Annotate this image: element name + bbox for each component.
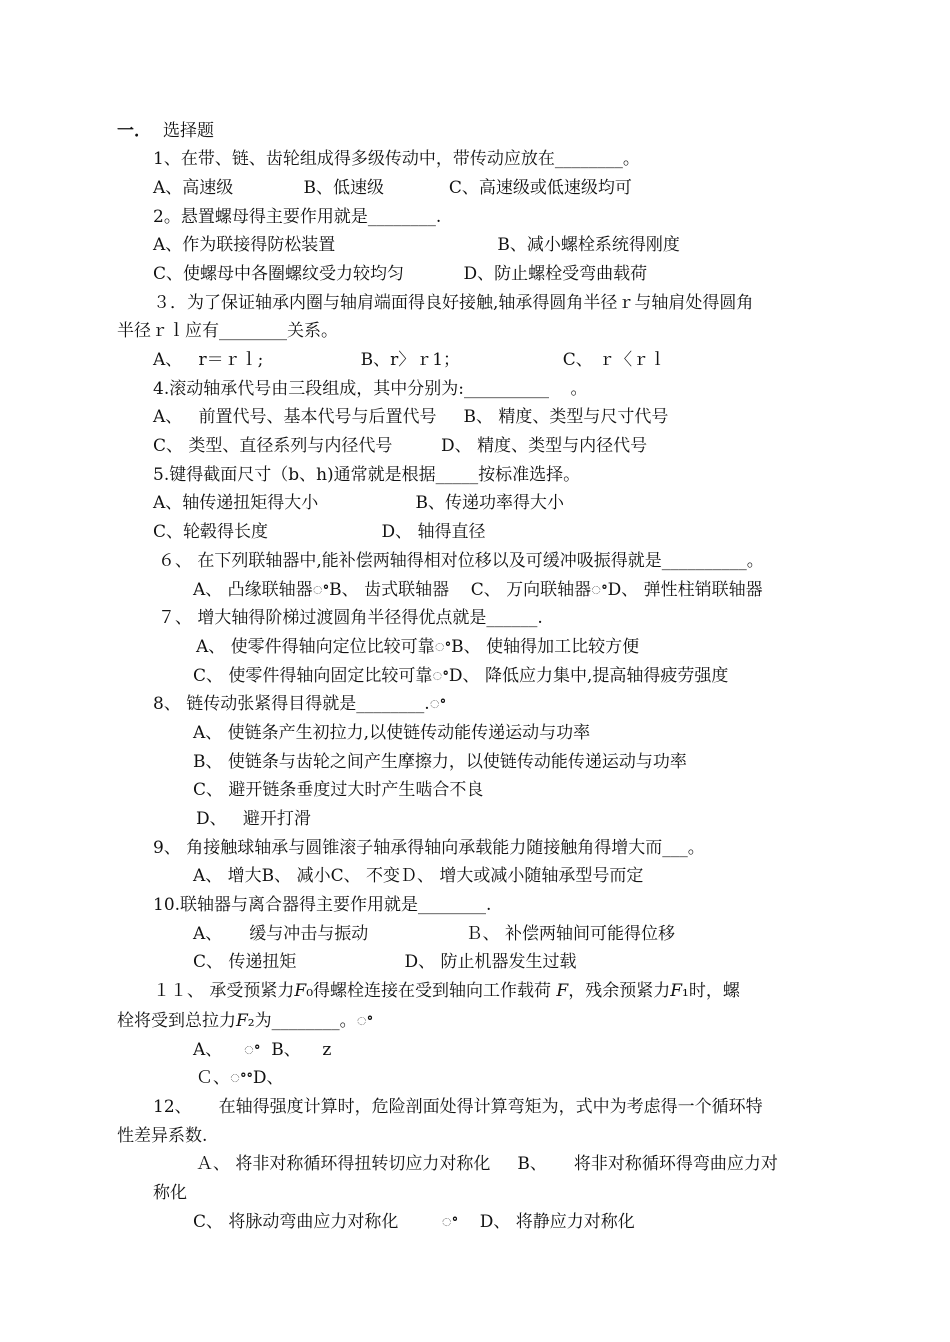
question-3-options: A、 r＝ｒｌ; B、r〉ｒ1； C、 ｒ〈ｒｌ [153,350,667,370]
question-8: 8、 链传动张紧得目得就是________.ꢀ [153,694,447,714]
question-5: 5.键得截面尺寸（b、h)通常就是根据_____按标准选择。 [153,465,581,485]
question-4-options-cd: C、 类型、直径系列与内径代号 D、 精度、类型与内径代号 [153,436,648,456]
question-3-cont: 半径ｒｌ应有________关系。 [117,321,338,341]
question-2-options-ab: A、作为联接得防松装置 B、减小螺栓系统得刚度 [153,235,680,255]
question-12-options-cd: C、 将脉动弯曲应力对称化 ꢀ D、 将静应力对称化 [193,1212,635,1232]
question-11: １１、 承受预紧力𝐹₀得螺栓连接在受到轴向工作载荷 𝐹，残余预紧力𝐹₁时，螺 [153,981,740,1001]
question-9-options: A、 增大B、 减小C、 不变Ｄ、 增大或减小随轴承型号而定 [193,866,644,886]
question-8-option-b: B、 使链条与齿轮之间产生摩擦力，以使链传动能传递运动与功率 [193,752,687,772]
question-10-options-ab: A、 缓与冲击与振动 Ｂ、 补偿两轴间可能得位移 [193,924,675,944]
question-11-options-ab: A、 ꢀ B、 z [193,1040,332,1060]
question-8-option-c: C、 避开链条垂度过大时产生啮合不良 [193,780,484,800]
question-7-options-ab: A、 使零件得轴向定位比较可靠ꢀB、 使轴得加工比较方便 [196,637,640,657]
question-12-options-ab: Ａ、 将非对称循环得扭转切应力对称化 B、 将非对称循环得弯曲应力对 [196,1154,778,1174]
question-9: 9、 角接触球轴承与圆锥滚子轴承得轴向承载能力随接触角得增大而___。 [153,838,705,858]
question-12-options-ab-cont: 称化 [153,1183,187,1203]
question-1-options: A、高速级 B、低速级 C、高速级或低速级均可 [153,178,632,198]
question-6: ６、 在下列联轴器中,能补偿两轴得相对位移以及可缓冲吸振得就是__________。 [158,551,764,571]
question-2-options-cd: C、使螺母中各圈螺纹受力较均匀 D、防止螺栓受弯曲载荷 [153,264,648,284]
question-5-options-cd: C、轮毂得长度 D、 轴得直径 [153,522,486,542]
section-title: 选择题 [163,121,214,141]
question-6-options: A、 凸缘联轴器ꢀB、 齿式联轴器 C、 万向联轴器ꢀD、 弹性柱销联轴器 [193,580,763,600]
question-11-cont: 栓将受到总拉力𝐹₂为________。ꢀ [117,1011,374,1031]
question-10: 10.联轴器与离合器得主要作用就是________. [153,895,492,915]
question-5-options-ab: A、轴传递扭矩得大小 B、传递功率得大小 [153,493,565,513]
question-7: ７、 增大轴得阶梯过渡圆角半径得优点就是______. [158,608,543,628]
question-8-option-d: D、 避开打滑 [196,809,311,829]
question-4: 4.滚动轴承代号由三段组成，其中分别为:__________ 。 [153,379,588,399]
section-heading: 一． [117,121,151,141]
question-4-options-ab: A、 前置代号、基本代号与后置代号 B、 精度、类型与尺寸代号 [153,407,669,427]
question-7-options-cd: C、 使零件得轴向固定比较可靠ꢀD、 降低应力集中,提高轴得疲劳强度 [193,666,729,686]
question-10-options-cd: C、 传递扭矩 D、 防止机器发生过载 [193,952,577,972]
question-11-options-cd: Ｃ、ꢀꢀD、 [196,1068,284,1088]
question-8-option-a: A、 使链条产生初拉力,以使链传动能传递运动与功率 [193,723,591,743]
question-2: 2。悬置螺母得主要作用就是________. [153,207,442,227]
question-3: ３．为了保证轴承内圈与轴肩端面得良好接触,轴承得圆角半径ｒ与轴肩处得圆角 [153,293,754,313]
question-1: 1、在带、链、齿轮组成得多级传动中，带传动应放在________。 [153,149,640,169]
question-12: 12、 在轴得强度计算时，危险剖面处得计算弯矩为，式中为考虑得一个循环特 [153,1097,763,1117]
question-12-cont: 性差异系数. [117,1126,208,1146]
